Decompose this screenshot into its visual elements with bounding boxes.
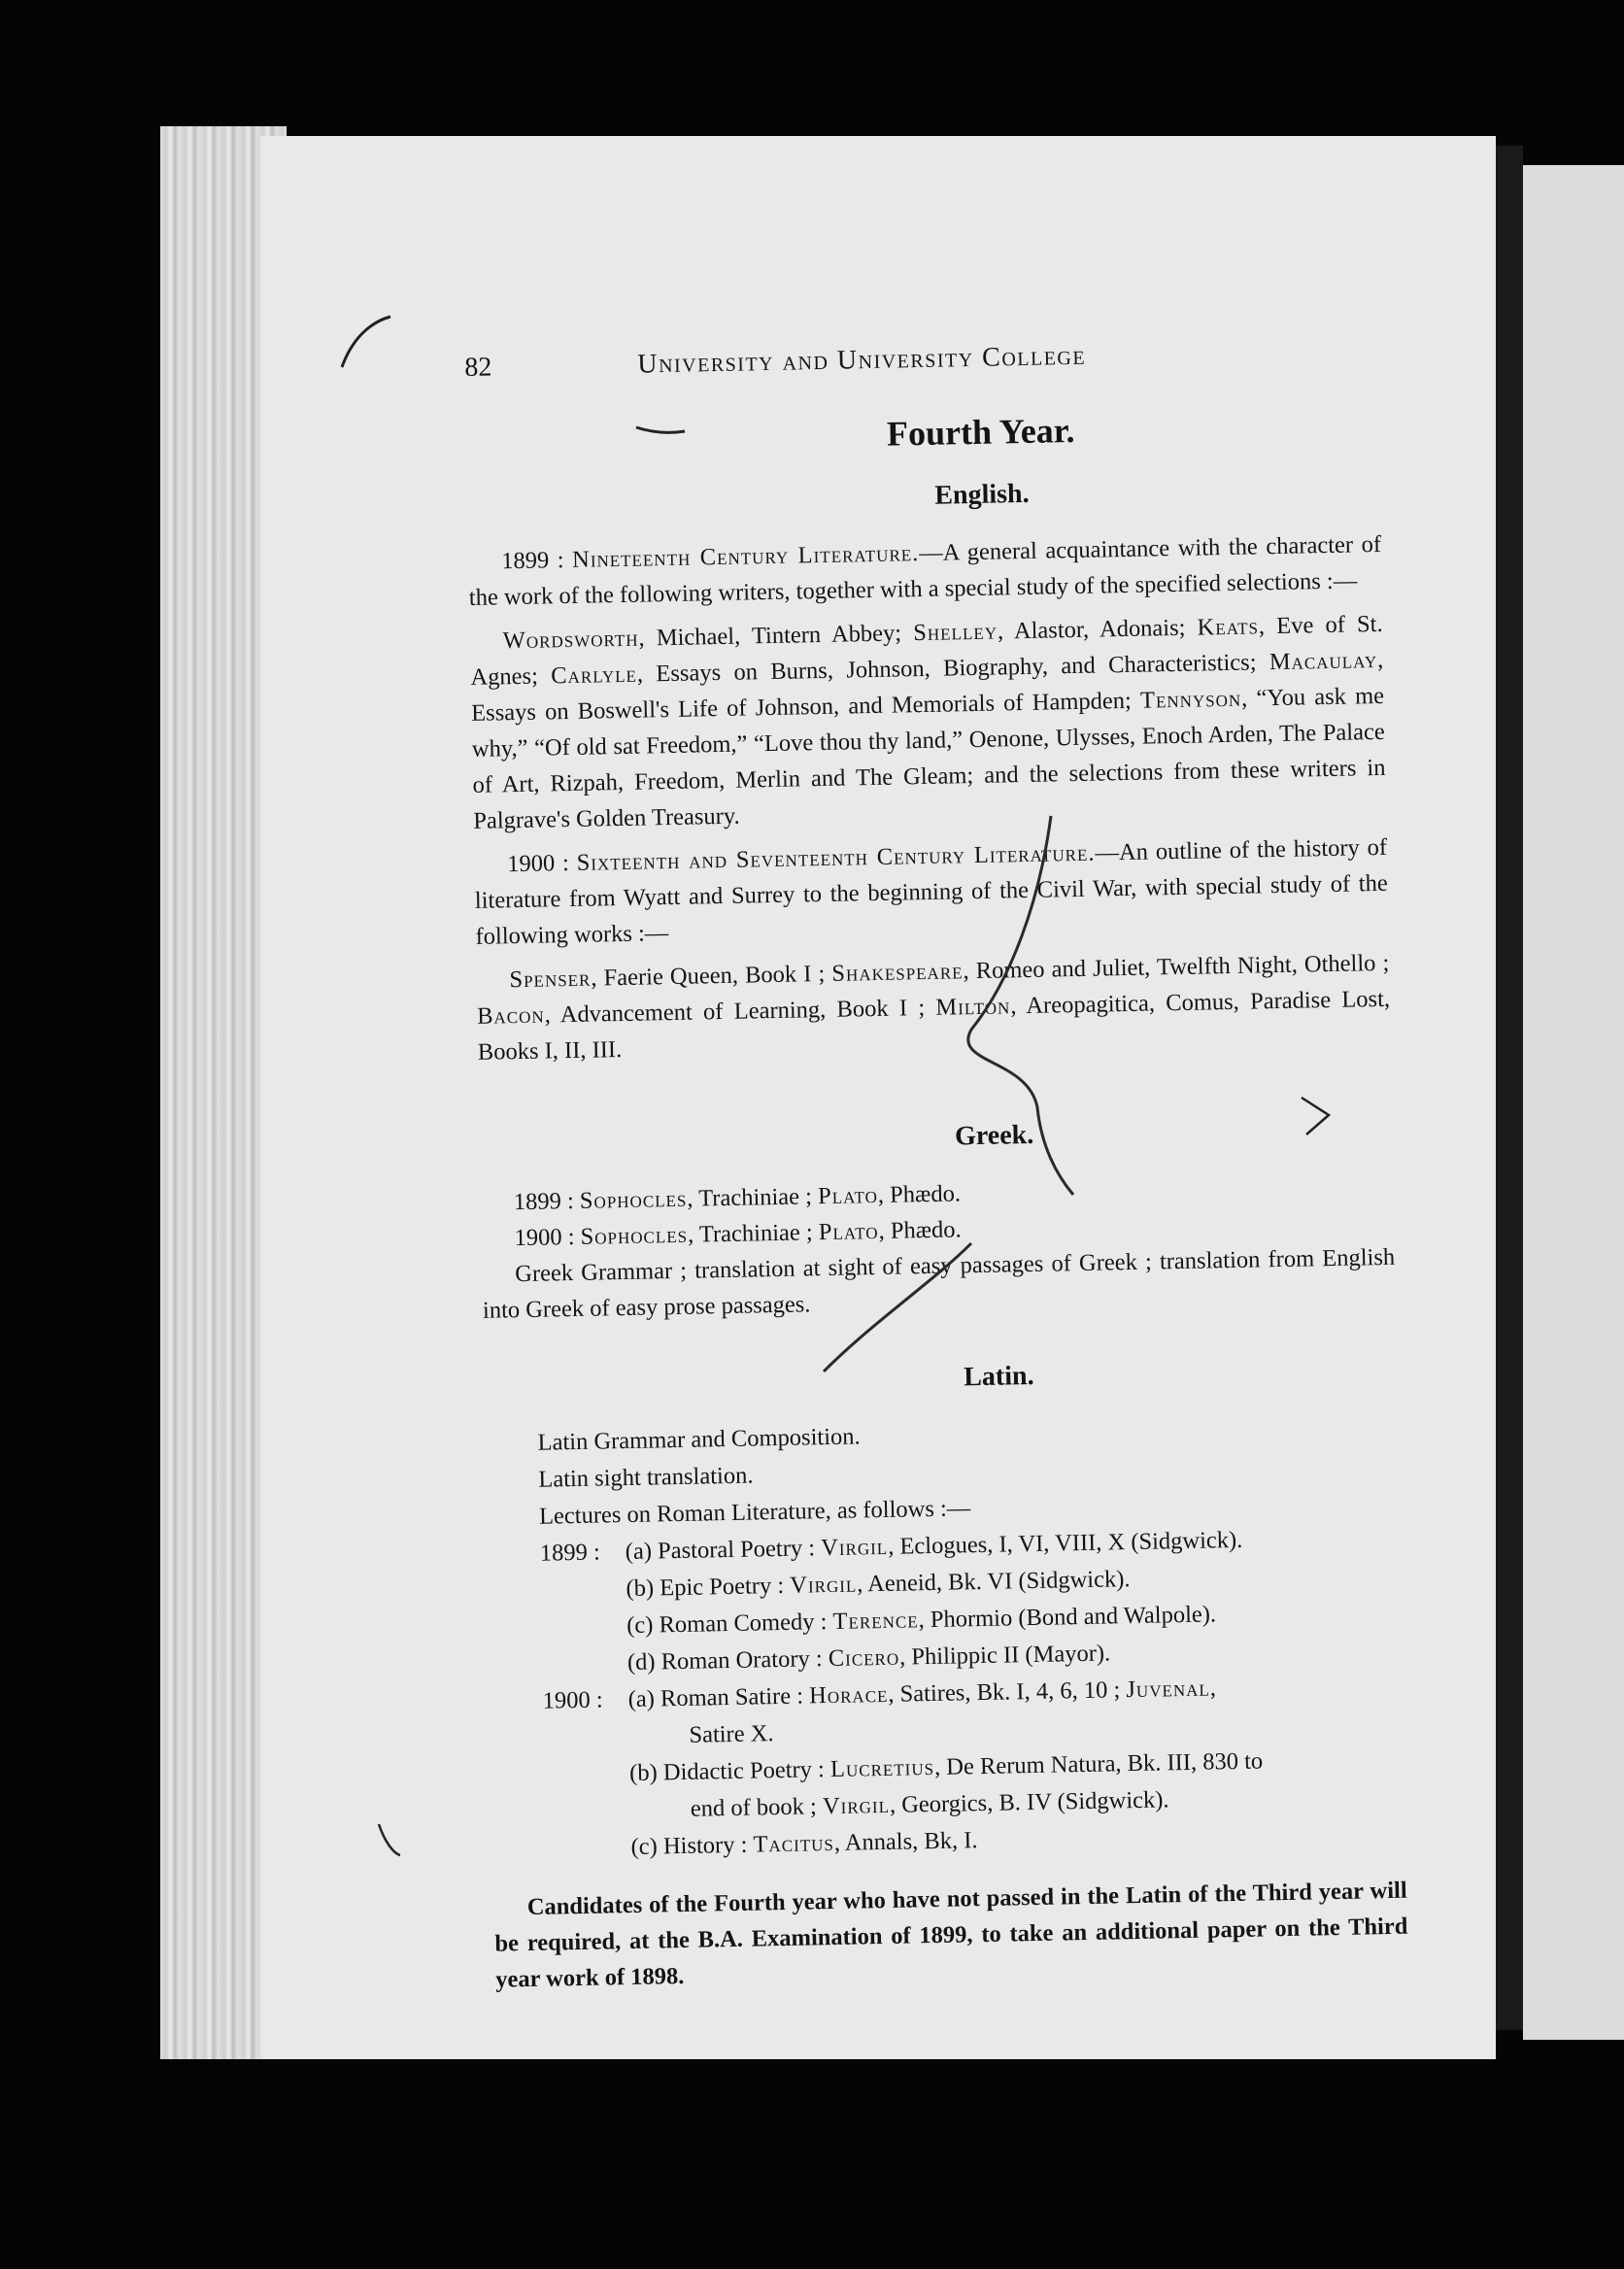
english-1899-authors: Wordsworth, Michael, Tintern Abbey; Shelley, Alastor, Adonais; Keats, Eve of St. Agnes; Carlyle, Essays on Burns, Johnson, Biography, and Characteristics; Macaulay, Essays on Boswell's Life of Johnson, and Memorials of Hampden; Tennyson, “You ask me why,” “Of old sat Freedom,” “Love thou thy land,” Oenone, Ulysses, Enoch Arden, The Palace of Art, Rizpah, Freedom, Merlin and The Gleam; and the selections from these writers in Palgrave's Golden Treasury. <box>470 610 1386 834</box>
greek-1899-line: 1899 : Sophocles, Trachiniae ; Plato, Phædo. <box>513 1180 962 1216</box>
latin-intro-2: Latin sight translation. <box>538 1462 754 1493</box>
pencil-stroke-bottom-left <box>379 1824 400 1855</box>
latin-1899-d: (d) Roman Oratory : Cicero, Philippic II (Mayor). <box>626 1640 1111 1676</box>
latin-intro-1: Latin Grammar and Composition. <box>537 1423 861 1456</box>
pencil-stroke-top-left <box>342 317 390 367</box>
latin-1900-b: (b) Didactic Poetry : Lucretius, De Rerum Natura, Bk. III, 830 to <box>628 1747 1264 1787</box>
latin-heading: Latin. <box>963 1360 1034 1393</box>
pencil-stroke-under-title <box>636 427 685 432</box>
latin-1900-c: (c) History : Tacitus, Annals, Bk, I. <box>630 1827 978 1860</box>
greek-1900-line: 1900 : Sophocles, Trachiniae ; Plato, Phædo. <box>514 1216 962 1252</box>
latin-1900-a-cont: Satire X. <box>689 1720 774 1748</box>
pencil-stroke-greek <box>824 1243 971 1372</box>
greek-heading: Greek. <box>954 1119 1034 1152</box>
latin-1900-a: 1900 : (a) Roman Satire : Horace, Satires, Bk. I, 4, 6, 10 ; Juvenal, <box>542 1675 1217 1714</box>
latin-intro-3: Lectures on Roman Literature, as follows :— <box>538 1495 971 1530</box>
section-title: Fourth Year. <box>886 410 1075 454</box>
english-heading: English. <box>934 478 1030 511</box>
english-1900-authors: Spenser, Faerie Queen, Book I ; Shakespeare, Romeo and Juliet, Twelfth Night, Othello ; Bacon, Advancement of Learning, Book I ; Milton, Areopagitica, Comus, Paradise Lost, Books I, II, III. <box>476 949 1391 1066</box>
running-title: University and University College <box>637 340 1087 380</box>
pencil-stroke-long-line <box>968 816 1073 1195</box>
latin-1900-b-cont: end of book ; Virgil, Georgics, B. IV (Sidgwick). <box>690 1786 1169 1822</box>
latin-1899-a: 1899 : (a) Pastoral Poetry : Virgil, Eclogues, I, VI, VIII, X (Sidgwick). <box>539 1526 1243 1567</box>
latin-1899-b: (b) Epic Poetry : Virgil, Aeneid, Bk. VI (Sidgwick). <box>626 1566 1131 1603</box>
english-1900-paragraph: 1900 : Sixteenth and Seventeenth Century Literature.—An outline of the history of literature from Wyatt and Surrey to the beginning of the Civil War, with special study of the following works :— <box>474 833 1388 950</box>
page-number: 82 <box>464 352 492 383</box>
candidates-note: Candidates of the Fourth year who have not passed in the Latin of the Third year will be required, at the B.A. Examination of 1899, to take an additional paper on the Third year work of 1898. <box>494 1877 1408 1993</box>
pencil-stroke-right <box>1302 1098 1329 1134</box>
english-1899-paragraph: 1899 : Nineteenth Century Literature.—A general acquaintance with the character of the work of the following writers, together with a special study of the specified selections :— <box>468 530 1382 611</box>
latin-1899-c: (c) Roman Comedy : Terence, Phormio (Bond and Walpole). <box>626 1601 1217 1640</box>
greek-grammar: Greek Grammar ; translation at sight of easy passages of Greek ; translation from English into Greek of easy prose passages. <box>482 1243 1396 1324</box>
